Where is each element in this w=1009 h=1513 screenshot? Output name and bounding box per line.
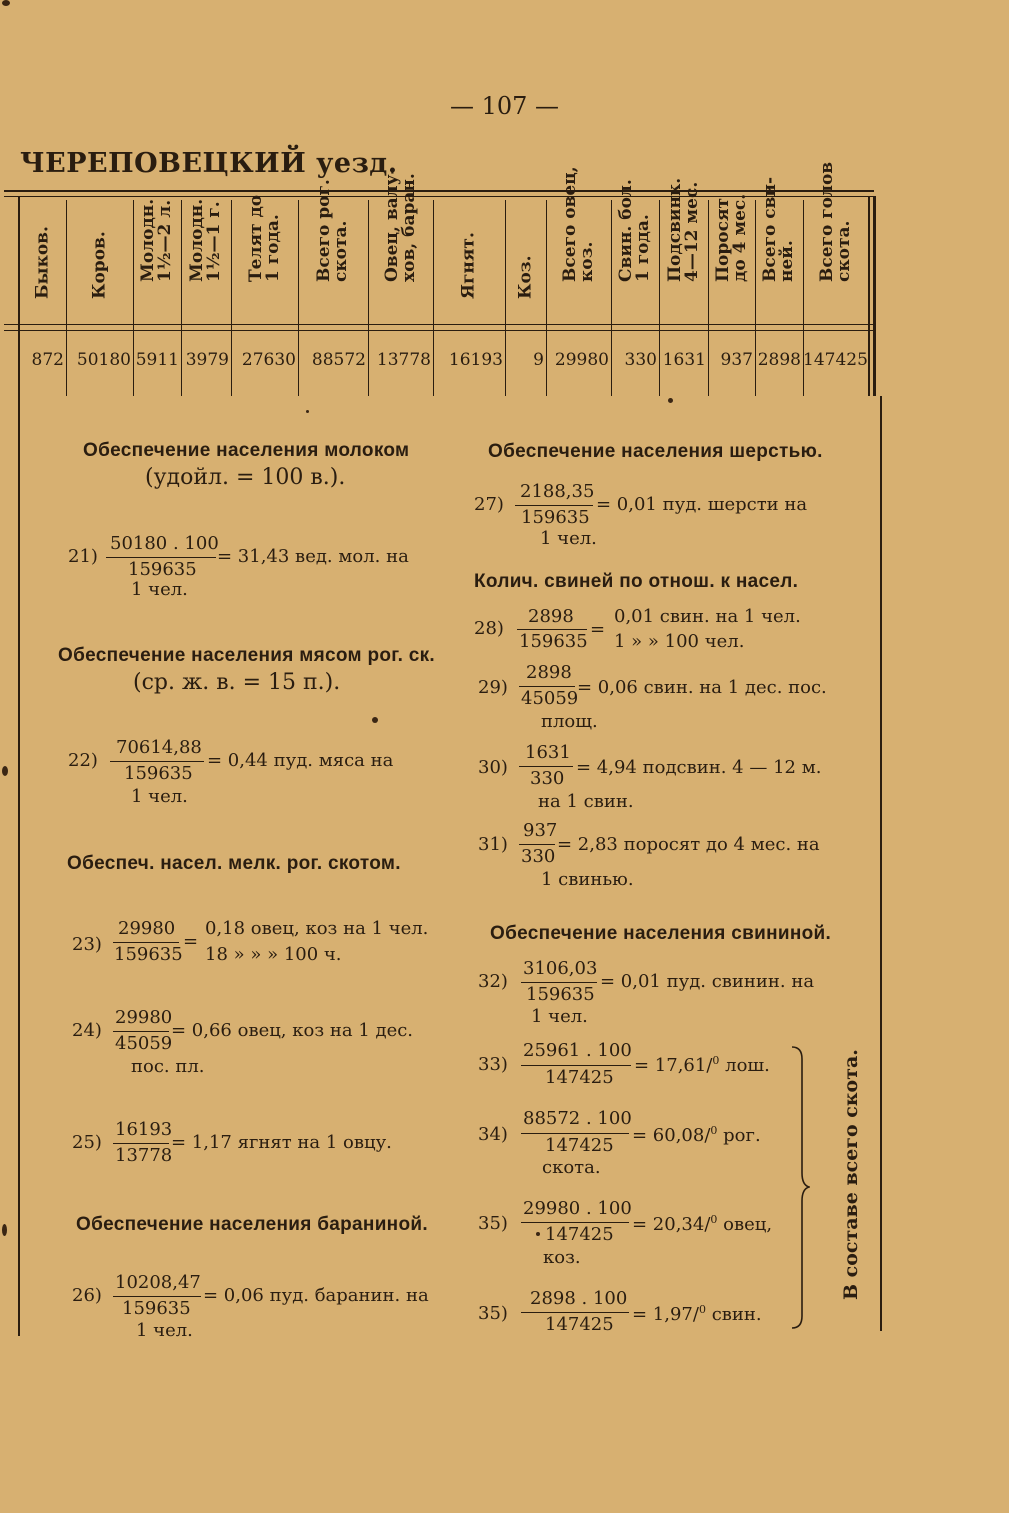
formula-numerator: 3106,03 [523, 958, 598, 979]
section-subtitle-milk: (удойл. = 100 в.). [145, 465, 346, 490]
table-header-rule-inner [4, 330, 874, 331]
formula-number: 27) [474, 494, 504, 515]
fraction-bar [113, 942, 179, 943]
section-title-pork: Обеспечение населения свининой. [490, 923, 832, 944]
table-column-header [611, 179, 659, 322]
formula-numerator: 2188,35 [520, 481, 595, 502]
formula-result: = 60,08/$^0$ рог. [632, 1124, 761, 1146]
print-speck [536, 1232, 540, 1236]
formula-denominator: 330 [530, 768, 565, 789]
formula-equals: = [183, 931, 199, 952]
formula-result: = 0,01 пуд. свинин. на [600, 971, 815, 992]
formula-numerator: 2898 [528, 606, 574, 627]
formula-denominator: 147425 [545, 1314, 614, 1335]
fraction-bar [113, 1296, 201, 1297]
section-title-mutton: Обеспечение населения бараниной. [76, 1214, 428, 1235]
formula-numerator: 2898 [526, 662, 572, 683]
table-cell: 872 [31, 350, 64, 370]
table-column-header [20, 200, 66, 322]
section-title-pigs: Колич. свиней по отнош. к насел. [474, 571, 799, 592]
table-column-header-label: Ягнят. [458, 232, 479, 299]
table-column-header-label: Быков. [32, 226, 53, 299]
formula-result: = 2,83 поросят до 4 мес. на [557, 834, 820, 855]
formula-denominator: 159635 [114, 944, 183, 965]
formula-result-tail: 1 чел. [540, 528, 597, 549]
table-column-header [231, 194, 298, 322]
table-column-header-label: Коз. [515, 255, 535, 299]
table-column-header [505, 200, 546, 322]
print-speck [372, 717, 378, 723]
table-column-header-label: Молодн. 1½—2 л. [138, 198, 175, 282]
section-title-wool: Обеспечение населения шерстью. [488, 441, 823, 462]
fraction-bar [519, 686, 575, 687]
table-cell: 937 [720, 350, 753, 370]
page-heading: ЧЕРЕПОВЕЦКИЙ уезд. [20, 148, 398, 179]
page-right-border [880, 396, 882, 1331]
formula-number: 25) [72, 1132, 102, 1153]
formula-numerator: 1631 [525, 742, 571, 763]
formula-result-tail: пос. пл. [131, 1056, 205, 1077]
formula-result: = 1,97/$^0$ свин. [632, 1303, 762, 1325]
formula-result: = 4,94 подсвин. 4 — 12 м. [576, 757, 822, 778]
formula-number: 32) [478, 971, 508, 992]
table-cell: 16193 [448, 350, 503, 370]
table-cell: 147425 [803, 350, 868, 370]
formula-denominator: 159635 [128, 559, 197, 580]
fraction-bar [515, 505, 593, 506]
table-column-header [433, 200, 505, 322]
formula-denominator: 147425 [545, 1135, 614, 1156]
formula-result-alt: 18 » » » 100 ч. [205, 944, 342, 965]
formula-number: 30) [478, 757, 508, 778]
table-right-border-outer [873, 196, 876, 396]
formula-result-tail: скота. [542, 1157, 601, 1178]
table-column-header-label: Поросят до 4 мес. [712, 193, 750, 282]
formula-result: = 0,06 пуд. баранин. на [203, 1285, 429, 1306]
formula-number: 28) [474, 618, 504, 639]
formula-denominator: 45059 [521, 688, 579, 709]
table-column-header [659, 177, 708, 322]
fraction-bar [106, 557, 216, 558]
formula-result-tail: 1 чел. [136, 1320, 193, 1341]
formula-numerator: 70614,88 [116, 737, 202, 758]
formula-result-tail: площ. [541, 711, 598, 732]
fraction-bar [521, 1312, 629, 1313]
formula-result: = 0,66 овец, коз на 1 дес. [171, 1020, 414, 1041]
formula-result-tail: 1 чел. [131, 786, 188, 807]
fraction-bar [519, 844, 555, 845]
formula-number: 34) [478, 1124, 508, 1145]
table-header-rule [4, 324, 874, 325]
formula-numerator: 937 [523, 820, 558, 841]
table-column-header-label: Всего рог. скота. [314, 179, 351, 282]
fraction-bar [521, 982, 597, 983]
page-number: — 107 — [449, 92, 560, 120]
table-column-header-label: Всего голов скота. [816, 161, 854, 282]
table-column-header [298, 179, 368, 322]
formula-number: 35) [478, 1213, 508, 1234]
formula-result: 0,01 свин. на 1 чел. [614, 606, 801, 627]
formula-numerator: 25961 . 100 [523, 1040, 632, 1061]
formula-numerator: 29980 [118, 918, 176, 939]
formula-result-tail: 1 чел. [131, 579, 188, 600]
fraction-bar [521, 1133, 629, 1134]
section-subtitle-meat: (ср. ж. в. = 15 п.). [133, 670, 341, 695]
table-cell: 13778 [376, 350, 431, 370]
table-cell: 2898 [757, 350, 801, 370]
table-column-header-label: Всего сви- ней. [760, 176, 797, 282]
formula-number: 26) [72, 1285, 102, 1306]
formula-number: 21) [68, 546, 98, 567]
fraction-bar [110, 761, 204, 762]
table-column-header-label: Подсвинк. 4—12 мес. [664, 177, 702, 282]
formula-result-tail: 1 свинью. [541, 869, 634, 890]
table-cell: 3979 [185, 350, 229, 370]
formula-number: 22) [68, 750, 98, 771]
table-column-header [181, 200, 231, 322]
table-cell: 88572 [311, 350, 366, 370]
formula-result: = 20,34/$^0$ овец, [632, 1213, 773, 1235]
curly-bracket [790, 1045, 810, 1330]
table-column-header-label: Молодн. 1½—1 г. [187, 198, 224, 282]
formula-result: = 17,61/$^0$ лош. [634, 1054, 770, 1076]
formula-number: 31) [478, 834, 508, 855]
table-column-header-label: Свин. бол. 1 года. [616, 179, 653, 282]
formula-numerator: 2898 . 100 [530, 1288, 628, 1309]
formula-result: = 31,43 вед. мол. на [217, 546, 409, 567]
formula-numerator: 29980 [115, 1007, 173, 1028]
formula-result-tail: 1 чел. [531, 1006, 588, 1027]
table-cell: 1631 [662, 350, 706, 370]
formula-denominator: 330 [521, 846, 556, 867]
formula-result-tail: коз. [543, 1247, 581, 1268]
table-column-header-label: Коров. [89, 231, 109, 299]
table-column-header [803, 161, 868, 322]
formula-denominator: 159635 [526, 984, 595, 1005]
fraction-bar [521, 1222, 629, 1223]
formula-denominator: 159635 [122, 1298, 191, 1319]
fraction-bar [517, 629, 587, 630]
formula-number: 33) [478, 1054, 508, 1075]
formula-result: = 1,17 ягнят на 1 овцу. [171, 1132, 392, 1153]
table-cell: 50180 [76, 350, 131, 370]
fraction-bar [521, 1065, 631, 1066]
formula-denominator: 159635 [519, 631, 588, 652]
table-cell: 27630 [241, 350, 296, 370]
formula-result: = 0,06 свин. на 1 дес. пос. [577, 677, 827, 698]
print-speck [2, 766, 8, 776]
table-column-header [66, 200, 133, 322]
formula-numerator: 50180 . 100 [110, 533, 219, 554]
table-column-header [708, 193, 755, 322]
formula-result: = 0,01 пуд. шерсти на [596, 494, 808, 515]
table-right-border [868, 196, 870, 396]
formula-number: 23) [72, 934, 102, 955]
formula-result: = 0,44 пуд. мяса на [207, 750, 394, 771]
formula-number: 35) [478, 1303, 508, 1324]
section-title-milk: Обеспечение населения молоком [83, 440, 410, 461]
formula-numerator: 29980 . 100 [523, 1198, 632, 1219]
table-column-header [133, 200, 181, 322]
formula-number: 24) [72, 1020, 102, 1041]
formula-result-alt: 1 » » 100 чел. [614, 631, 745, 652]
formula-result-tail: на 1 свин. [538, 791, 634, 812]
table-column-header-label: Всего овец, коз. [559, 166, 597, 282]
table-cell: 29980 [554, 350, 609, 370]
table-cell: 5911 [135, 350, 179, 370]
table-cell: 9 [533, 350, 544, 370]
print-speck [668, 398, 673, 403]
fraction-bar [113, 1031, 169, 1032]
section-title-small-cattle: Обеспеч. насел. мелк. рог. скотом. [67, 853, 401, 874]
table-column-header [755, 176, 803, 322]
bracket-label: В составе всего скота. [840, 1049, 862, 1300]
table-column-header-label: Овец, валу- хов, баран. [381, 167, 419, 282]
fraction-bar [519, 766, 573, 767]
formula-numerator: 16193 [115, 1119, 173, 1140]
formula-denominator: 13778 [115, 1145, 173, 1166]
formula-denominator: 147425 [545, 1224, 614, 1245]
print-speck [2, 1224, 7, 1236]
formula-denominator: 159635 [521, 507, 590, 528]
formula-numerator: 88572 . 100 [523, 1108, 632, 1129]
table-cell: 330 [624, 350, 657, 370]
formula-equals: = [590, 619, 606, 640]
table-column-header [546, 166, 611, 322]
fraction-bar [113, 1143, 169, 1144]
formula-result: 0,18 овец, коз на 1 чел. [205, 918, 429, 939]
formula-denominator: 159635 [124, 763, 193, 784]
print-speck [306, 410, 309, 413]
table-column-header-label: Телят до 1 года. [245, 194, 283, 282]
table-top-rule [4, 190, 874, 192]
table-column-header [368, 167, 433, 322]
print-speck [2, 0, 10, 6]
formula-denominator: 45059 [115, 1033, 173, 1054]
formula-denominator: 147425 [545, 1067, 614, 1088]
formula-number: 29) [478, 677, 508, 698]
section-title-meat: Обеспечение населения мясом рог. ск. [58, 645, 435, 666]
formula-numerator: 10208,47 [115, 1272, 201, 1293]
